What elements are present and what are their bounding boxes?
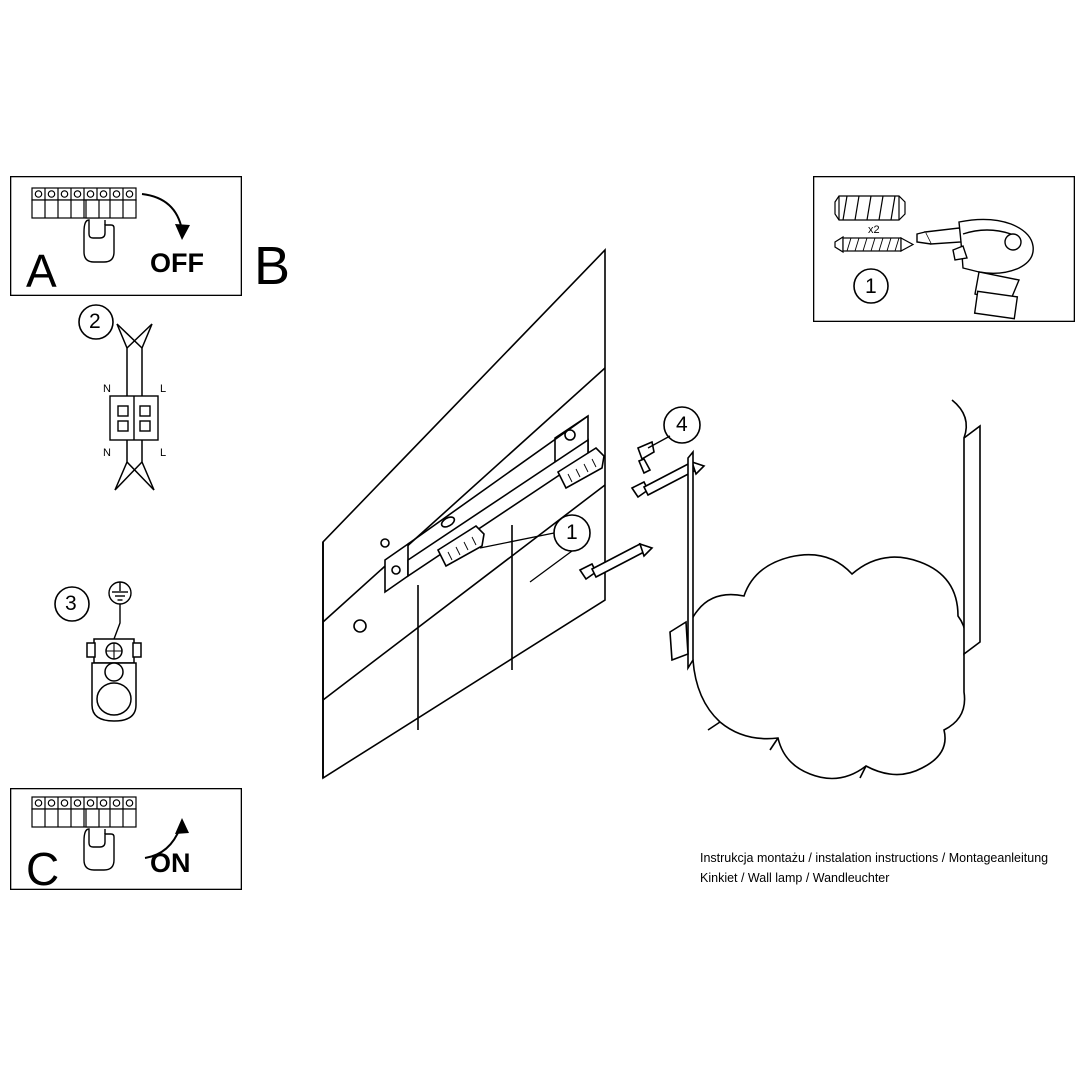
svg-text:L: L xyxy=(160,447,167,459)
wire-connector-block-icon xyxy=(110,396,158,440)
panel-a-letter: A xyxy=(26,245,58,297)
earth-ground-symbol-icon xyxy=(109,582,131,604)
panel-a-action-label: OFF xyxy=(150,248,204,278)
panel-b-letter: B xyxy=(254,236,291,296)
footer-line-2: Kinkiet / Wall lamp / Wandleuchter xyxy=(700,871,890,885)
terminal-block-icon xyxy=(32,188,136,218)
svg-text:L: L xyxy=(160,383,167,395)
step-2-number: 2 xyxy=(89,310,101,333)
panel-b-drawing xyxy=(300,230,1070,870)
footer xyxy=(700,848,1070,888)
panel-c-action-label: ON xyxy=(150,848,191,878)
callout-1-number: 1 xyxy=(566,521,578,544)
step-3-number: 3 xyxy=(65,592,77,615)
lamp-base-terminal-icon xyxy=(87,639,141,721)
panel-c xyxy=(10,788,242,895)
step-2 xyxy=(70,300,200,520)
panel-b xyxy=(300,230,1070,870)
panel-a xyxy=(10,176,242,296)
step-3 xyxy=(52,575,202,750)
svg-text:N: N xyxy=(103,447,111,459)
callout-4-number: 4 xyxy=(676,413,688,436)
wall-plug-icon xyxy=(835,196,905,220)
cloud-wall-lamp-icon xyxy=(670,286,980,779)
svg-text:N: N xyxy=(103,383,111,395)
wall-tiles-icon xyxy=(323,250,605,778)
parts-step-number: 1 xyxy=(865,275,877,298)
panel-c-letter: C xyxy=(26,843,61,895)
parts-quantity: x2 xyxy=(868,224,880,236)
footer-line-1: Instrukcja montażu / instalation instructions / Montageanleitung xyxy=(700,851,1049,865)
terminal-block-icon xyxy=(32,797,136,827)
